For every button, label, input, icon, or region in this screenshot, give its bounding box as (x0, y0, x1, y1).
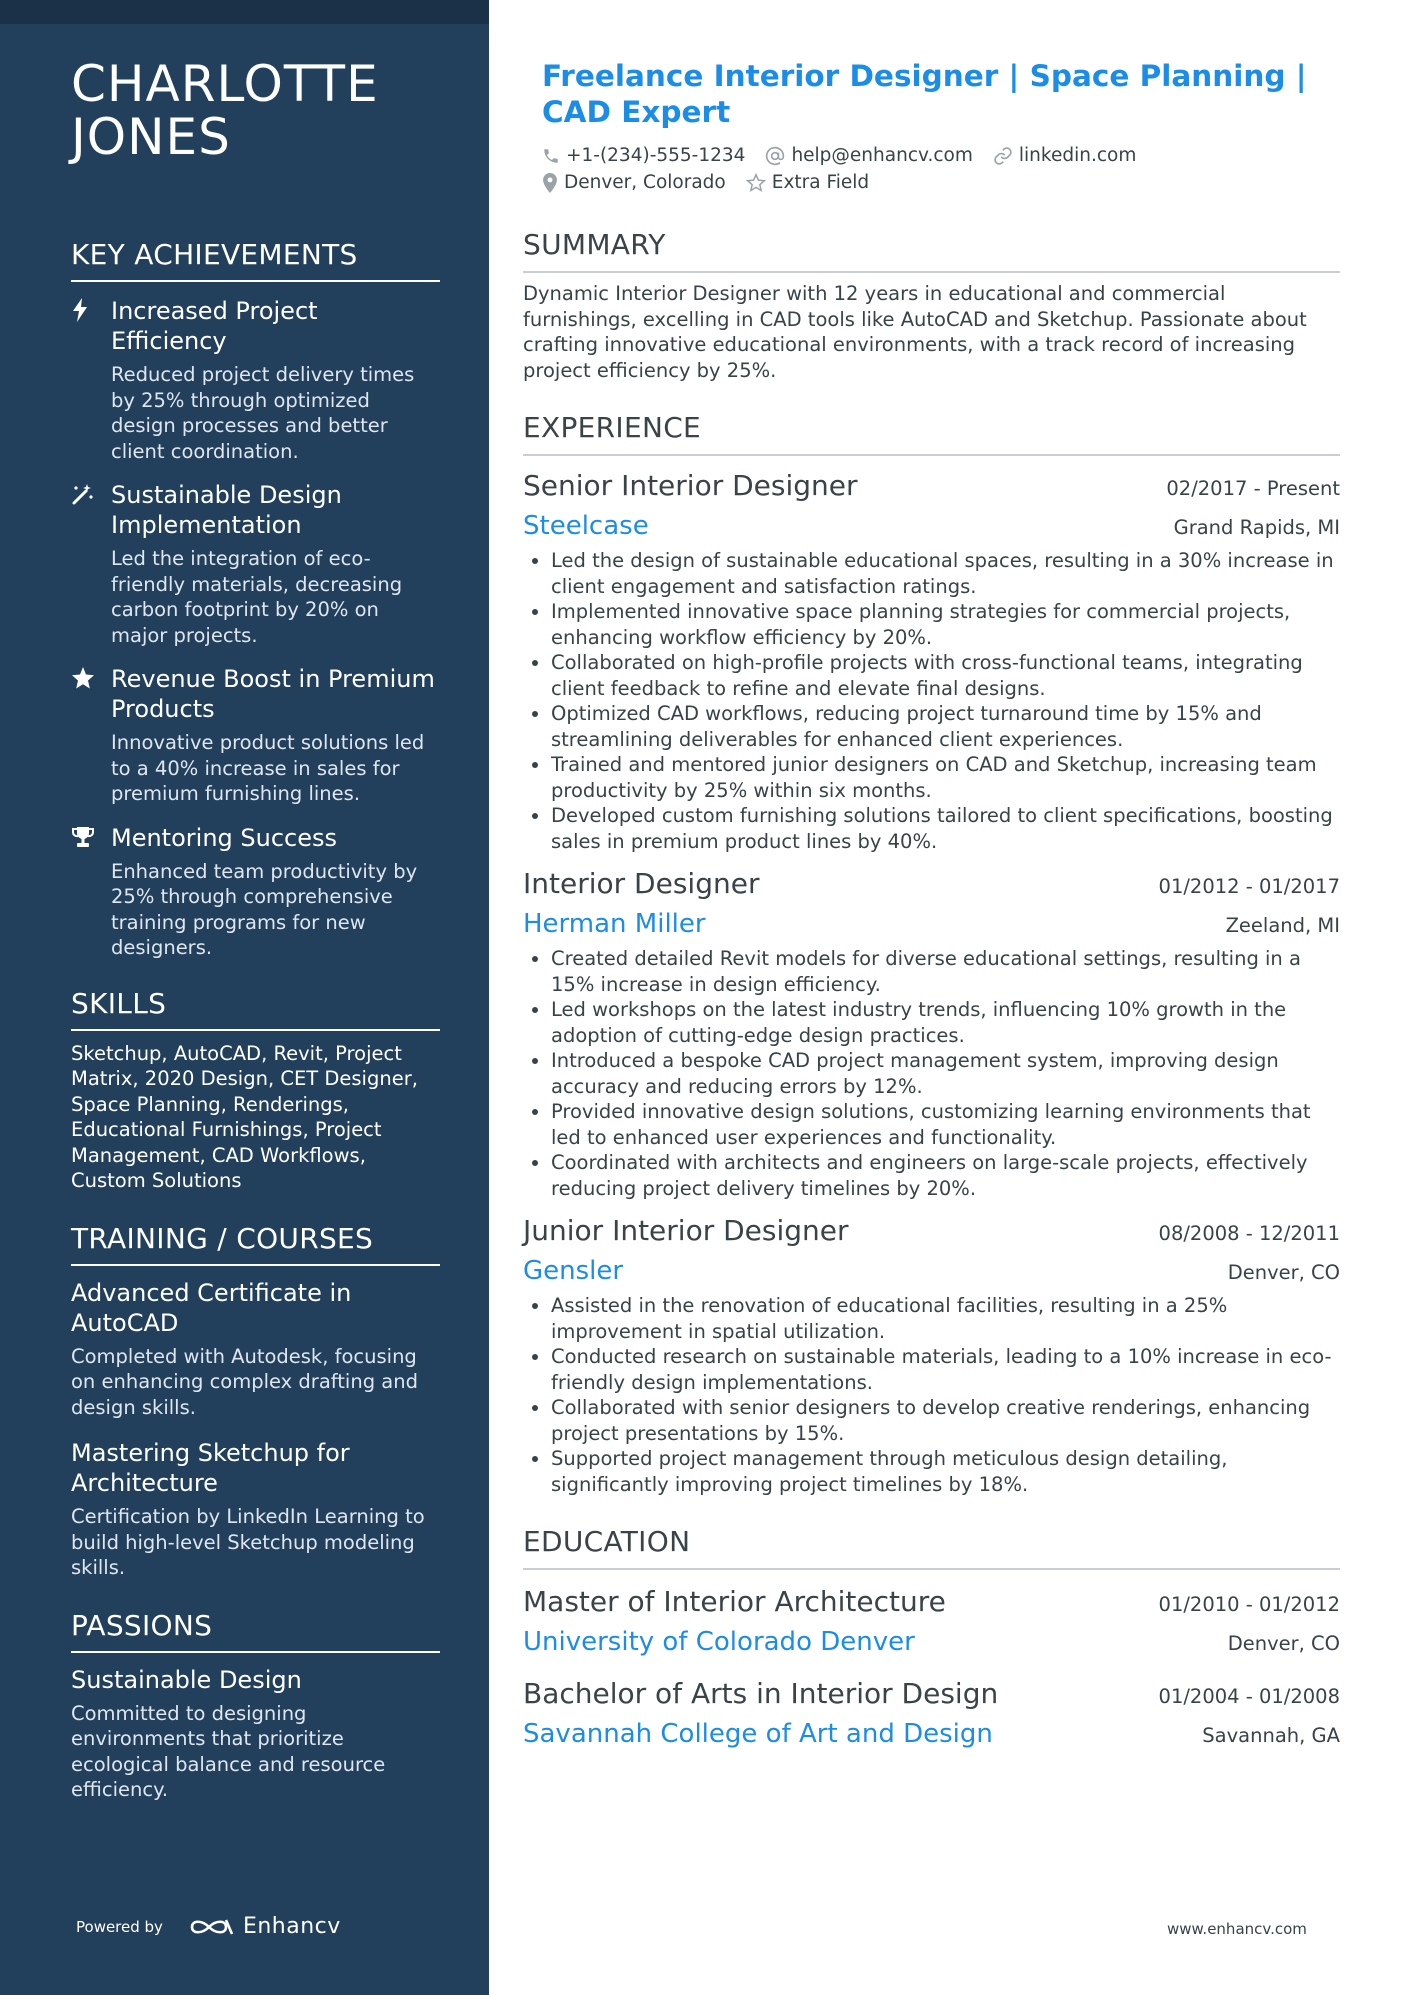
linkedin[interactable] (993, 145, 1136, 166)
achievement-title: Increased Project Efficiency (111, 297, 318, 355)
enhancv-logo-icon (189, 1916, 235, 1938)
achievement-item (71, 296, 440, 464)
education-heading: EDUCATION (523, 1525, 1340, 1570)
school-location: Savannah, GA (1202, 1724, 1340, 1747)
job-location: Zeeland, MI (1225, 914, 1340, 937)
passion-item (71, 1665, 440, 1803)
education-dates: 01/2004 - 01/2008 (1158, 1685, 1340, 1708)
job-bullets (523, 946, 1340, 1201)
bullet: • Collaborated on high-profile projects with cross-functional teams, integrating client feedback to refine and elevate final designs. (551, 650, 1340, 701)
bullet: • Optimized CAD workflows, reducing project turnaround time by 15% and streamlining deliverables for enhanced client experiences. (551, 701, 1340, 752)
job-entry (523, 466, 1340, 854)
bullet: • Led the design of sustainable educational spaces, resulting in a 30% increase in client engagement and satisfaction ratings. (551, 548, 1340, 599)
main-content (523, 58, 1340, 1754)
skills-section (71, 987, 440, 1194)
school-name: University of Colorado Denver (523, 1627, 915, 1657)
extra-field (746, 172, 869, 193)
experience-heading: EXPERIENCE (523, 411, 1340, 456)
degree: Bachelor of Arts in Interior Design (523, 1677, 999, 1710)
achievement-title: Mentoring Success (111, 823, 337, 852)
job-title: Senior Interior Designer (523, 469, 858, 502)
bullet: • Provided innovative design solutions, customizing learning environments that led to enhanced user experiences and functionality. (551, 1099, 1340, 1150)
linkedin-text: linkedin.com (1018, 145, 1137, 166)
passion-desc: Committed to designing environments that prioritize ecological balance and resource efficiency. (71, 1701, 386, 1801)
email[interactable] (765, 145, 972, 166)
job-bullets (523, 1293, 1340, 1497)
brand-name: Enhancv (242, 1914, 341, 1939)
course-title: Advanced Certificate in AutoCAD (71, 1278, 352, 1337)
bullet: • Trained and mentored junior designers on CAD and Sketchup, increasing team productivity by 25% within six months. (551, 752, 1340, 803)
bullet: • Collaborated with senior designers to develop creative renderings, enhancing project presentations by 15%. (551, 1395, 1340, 1446)
skills-list: Sketchup, AutoCAD, Revit, Project Matrix, 2020 Design, CET Designer, Space Planning, Renderings, Educational Furnishings, Project Management, CAD Workflows, Custom Solutions (71, 1041, 418, 1192)
job-location: Denver, CO (1227, 1261, 1340, 1284)
sidebar-top-band (0, 0, 489, 24)
education-entry (523, 1582, 1340, 1662)
passions-heading: PASSIONS (71, 1609, 440, 1653)
course-item (71, 1438, 440, 1581)
education-dates: 01/2010 - 01/2012 (1158, 1593, 1340, 1616)
job-dates: 01/2012 - 01/2017 (1158, 875, 1340, 898)
job-entry (523, 864, 1340, 1201)
star-icon (71, 664, 111, 807)
course-desc: Certification by LinkedIn Learning to build high-level Sketchup modeling skills. (71, 1505, 425, 1579)
bullet: • Coordinated with architects and engineers on large-scale projects, effectively reducing project delivery timelines by 20%. (551, 1150, 1340, 1201)
achievement-title: Revenue Boost in Premium Products (111, 665, 435, 723)
company-name: Herman Miller (523, 909, 706, 939)
phone[interactable] (542, 145, 745, 166)
candidate-name (71, 55, 440, 166)
trophy-icon (71, 823, 111, 961)
job-bullets (523, 548, 1340, 854)
map-pin-icon (542, 173, 558, 193)
first-name: CHARLOTTE (71, 55, 379, 113)
job-location: Grand Rapids, MI (1173, 516, 1340, 539)
achievement-desc: Innovative product solutions led to a 40% increase in sales for premium furnishing lines. (111, 731, 425, 805)
sidebar (0, 0, 489, 1995)
link-icon (993, 146, 1013, 166)
location-text: Denver, Colorado (564, 172, 726, 193)
bullet: • Supported project management through meticulous design detailing, significantly improving project timelines by 18%. (551, 1446, 1340, 1497)
course-desc: Completed with Autodesk, focusing on enhancing complex drafting and design skills. (71, 1344, 418, 1419)
degree: Master of Interior Architecture (523, 1585, 946, 1618)
at-sign-icon (765, 146, 785, 166)
achievement-desc: Reduced project delivery times by 25% through optimized design processes and better client coordination. (111, 363, 415, 463)
powered-by-label: Powered by (76, 1917, 163, 1936)
bullet: • Conducted research on sustainable materials, leading to a 10% increase in eco-friendly design implementations. (551, 1344, 1340, 1395)
headline: Freelance Interior Designer | Space Planning | CAD Expert (542, 59, 1307, 129)
contact-info (542, 142, 1340, 196)
achievement-title: Sustainable Design Implementation (111, 481, 342, 539)
bullet: • Assisted in the renovation of educational facilities, resulting in a 25% improvement in spatial utilization. (551, 1293, 1340, 1344)
enhancv-logo[interactable] (189, 1914, 341, 1939)
summary-section (523, 228, 1340, 383)
powered-by (76, 1914, 341, 1939)
achievement-desc: Led the integration of eco-friendly materials, decreasing carbon footprint by 20% on major projects. (111, 547, 403, 647)
achievement-item (71, 823, 440, 961)
passion-title: Sustainable Design (71, 1665, 302, 1694)
achievement-item (71, 480, 440, 648)
last-name: JONES (71, 108, 231, 166)
experience-section (523, 411, 1340, 1497)
summary-heading: SUMMARY (523, 228, 1340, 273)
bullet: • Led workshops on the latest industry trends, influencing 10% growth in the adoption of cutting-edge design practices. (551, 997, 1340, 1048)
bolt-icon (71, 296, 111, 464)
company-name: Steelcase (523, 511, 649, 541)
bullet: • Developed custom furnishing solutions tailored to client specifications, boosting sales in premium product lines by 40%. (551, 803, 1340, 854)
achievements-section (71, 238, 440, 961)
magic-wand-icon (71, 480, 111, 648)
bullet: • Created detailed Revit models for diverse educational settings, resulting in a 15% increase in design efficiency. (551, 946, 1340, 997)
training-heading: TRAINING / COURSES (71, 1222, 440, 1266)
achievement-desc: Enhanced team productivity by 25% through comprehensive training programs for new designers. (111, 859, 418, 959)
extra-field-text: Extra Field (771, 172, 870, 193)
training-section (71, 1222, 440, 1581)
course-item (71, 1278, 440, 1421)
phone-text: +1-(234)-555-1234 (566, 145, 746, 166)
email-text: help@enhancv.com (791, 145, 973, 166)
skills-heading: SKILLS (71, 987, 440, 1031)
education-entry (523, 1674, 1340, 1754)
job-entry (523, 1211, 1340, 1497)
star-outline-icon (746, 173, 766, 193)
phone-icon (542, 147, 560, 165)
location (542, 172, 726, 193)
bullet: • Introduced a bespoke CAD project management system, improving design accuracy and reducing errors by 12%. (551, 1048, 1340, 1099)
job-title: Junior Interior Designer (523, 1214, 849, 1247)
job-title: Interior Designer (523, 867, 760, 900)
school-name: Savannah College of Art and Design (523, 1719, 993, 1749)
summary-text: Dynamic Interior Designer with 12 years in educational and commercial furnishings, excelling in CAD tools like AutoCAD and Sketchup. Passionate about crafting innovative educational environments, with a track record of increasing project efficiency by 25%. (523, 282, 1307, 382)
achievement-item (71, 664, 440, 807)
company-name: Gensler (523, 1256, 624, 1286)
bullet: • Implemented innovative space planning strategies for commercial projects, enhancing workflow efficiency by 20%. (551, 599, 1340, 650)
school-location: Denver, CO (1227, 1632, 1340, 1655)
education-section (523, 1525, 1340, 1754)
job-dates: 08/2008 - 12/2011 (1158, 1222, 1340, 1245)
website-link[interactable]: www.enhancv.com (1167, 1920, 1307, 1938)
job-dates: 02/2017 - Present (1166, 477, 1340, 500)
course-title: Mastering Sketchup for Architecture (71, 1439, 350, 1497)
achievements-heading: KEY ACHIEVEMENTS (71, 238, 440, 282)
passions-section (71, 1609, 440, 1803)
